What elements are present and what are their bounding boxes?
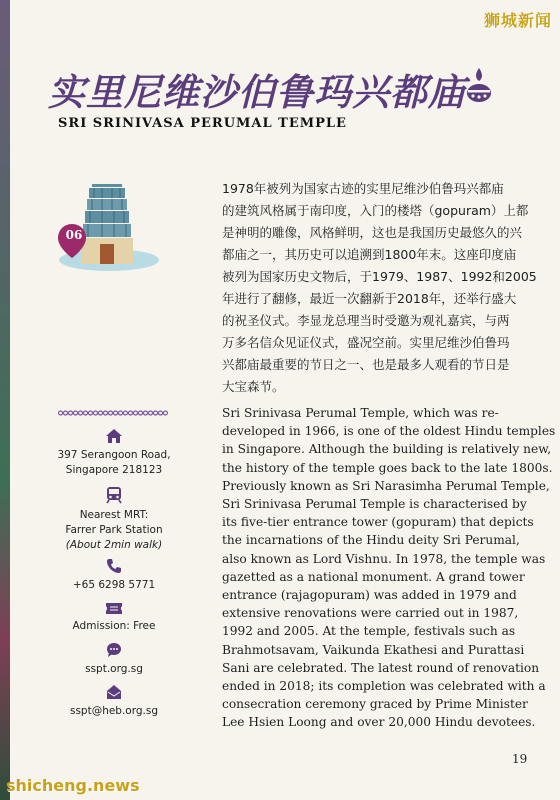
page-title-chinese: 实里尼维沙伯鲁玛兴都庙 [48,71,466,114]
mrt-station: Farrer Park Station [65,524,163,536]
en-line: Previously known as Sri Narasimha Perumal Temple, [222,478,550,493]
en-line: 1992 and 2005. At the temple, festivals such as [222,624,516,639]
location-badge-number: 06 [65,228,83,242]
page-title-english: SRI SRINIVASA PERUMAL TEMPLE [58,116,347,131]
zh-line: 年进行了翻修，最近一次翻新于2018年，还举行盛大 [222,291,517,306]
en-line: developed in 1966, is one of the oldest Hindu temples [222,424,556,439]
en-line: the history of the temple goes back to the late 1800s. [222,460,553,475]
page-number: 19 [512,752,528,766]
address-line: 397 Serangoon Road, [57,449,171,461]
zh-line: 大宝森节。 [222,379,285,394]
en-line: extensive renovations were carried out in 1987, [222,606,519,621]
mrt-info [54,486,174,553]
en-line: ended in 2018; its completion was celebrated with a [222,679,546,694]
zh-line: 万多名信众见证仪式，盛况空前。实里尼维沙伯鲁玛 [222,335,510,350]
zh-line: 都庙之一，其历史可以追溯到1800年末。这座印度庙 [222,247,517,262]
en-line: gazetted as a national monument. A grand tower [222,569,525,584]
phone-info [54,558,174,593]
zh-line: 1978年被列为国家古迹的实里尼维沙伯鲁玛兴都庙 [222,181,504,196]
chinese-description [222,178,544,398]
address-line: Singapore 218123 [65,464,163,476]
english-description [222,404,556,732]
phone-number: +65 6298 5771 [72,579,156,591]
zh-line: 兴都庙最重要的节日之一、也是最多人观看的节日是 [222,357,510,372]
phone-icon [106,558,122,574]
en-line: the incarnations of the Hindu deity Sri Perumal, [222,533,520,548]
page [10,0,560,800]
email-info [54,684,174,719]
en-line: consecration ceremony graced by Prime Minister [222,697,528,712]
temple-gopuram-illustration [56,178,162,274]
en-line: entrance (rajagopuram) was added in 1979 and [222,588,517,603]
admission-text: Admission: Free [72,620,156,632]
mrt-walk-time: (About 2min walk) [65,539,163,551]
ticket-icon [105,602,123,615]
admission-info [54,602,174,634]
en-line: Sri Srinivasa Perumal Temple is characterised by [222,497,527,512]
website-link[interactable]: sspt.org.sg [85,663,143,675]
en-line: Brahmotsavam, Vaikunda Ekathesi and Purattasi [222,642,525,657]
en-line: in Singapore. Although the building is relatively new, [222,442,552,457]
envelope-icon [106,684,122,700]
watermark-top: 狮城新闻 [483,11,552,30]
website-info [54,642,174,677]
en-line: its five-tier entrance tower (gopuram) that depicts [222,515,534,530]
train-icon [106,486,122,504]
en-line: Sri Srinivasa Perumal Temple, which was re- [222,406,499,420]
zh-line: 的祝圣仪式。李显龙总理当时受邀为观礼嘉宾，与两 [222,313,510,328]
home-icon [105,428,123,444]
en-line: Sani are celebrated. The latest round of renovation [222,660,540,675]
left-edge-strip [0,0,10,800]
chat-bubble-icon [106,642,122,658]
address-info [54,428,174,478]
en-line: also known as Lord Vishnu. In 1978, the temple was [222,551,546,566]
decorative-divider [58,409,168,417]
email-link[interactable]: sspt@heb.org.sg [69,705,159,717]
zh-line: 的建筑风格属于南印度，入门的楼塔（gopuram）上都 [222,203,529,218]
mrt-label: Nearest MRT: [79,509,149,521]
offering-lamp-icon [465,66,493,106]
zh-line: 被列为国家历史文物后，于1979、1987、1992和2005 [222,269,537,284]
watermark-bottom: shicheng.news [6,776,140,795]
en-line: Lee Hsien Loong and over 20,000 Hindu devotees. [222,715,536,730]
zh-line: 是神明的雕像，风格鲜明，这也是我国历史最悠久的兴 [222,225,523,240]
